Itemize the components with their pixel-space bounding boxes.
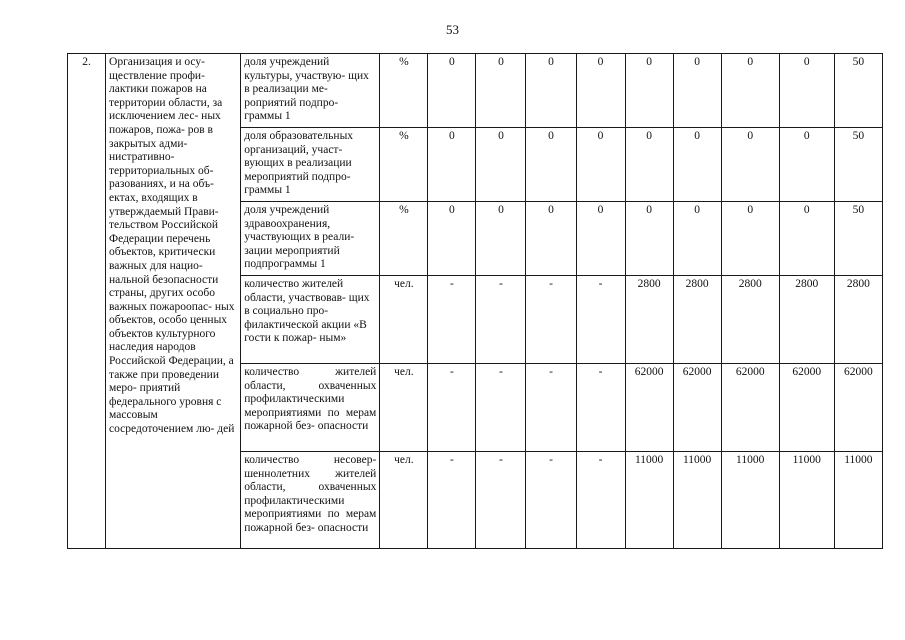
indicator-cell: количество жителей области, участвовав- щих в социально про- филактической акции «В гости к пожар- ным» (241, 276, 380, 364)
unit-cell: % (380, 128, 428, 202)
value-cell: 2800 (625, 276, 673, 364)
value-cell: 0 (576, 128, 625, 202)
unit-cell: чел. (380, 276, 428, 364)
value-cell: 0 (428, 54, 476, 128)
value-cell: 62000 (834, 364, 882, 452)
value-cell: 50 (834, 54, 882, 128)
value-cell: 2800 (673, 276, 721, 364)
value-cell: 0 (779, 128, 834, 202)
value-cell: 11000 (779, 452, 834, 549)
value-cell: 0 (576, 202, 625, 276)
item-number-cell: 2. (68, 54, 106, 549)
value-cell: - (476, 276, 526, 364)
value-cell: 2800 (834, 276, 882, 364)
value-cell: 0 (526, 128, 576, 202)
value-cell: 0 (428, 128, 476, 202)
value-cell: 11000 (673, 452, 721, 549)
value-cell: - (428, 276, 476, 364)
value-cell: - (476, 452, 526, 549)
table-row (68, 54, 883, 128)
value-cell: 62000 (721, 364, 779, 452)
value-cell: 0 (625, 128, 673, 202)
value-cell: - (526, 276, 576, 364)
value-cell: - (428, 364, 476, 452)
value-cell: 0 (721, 128, 779, 202)
value-cell: 0 (576, 54, 625, 128)
value-cell: 0 (476, 54, 526, 128)
value-cell: 0 (673, 202, 721, 276)
indicator-cell: доля образовательных организаций, участ- вующих в реализации мероприятий подпро- граммы 1 (241, 128, 380, 202)
value-cell: 62000 (779, 364, 834, 452)
indicator-cell: количество жителей области, охваченных профилактическими мероприятиями по мерам пожарной без- опасности (241, 364, 380, 452)
value-cell: - (576, 452, 625, 549)
indicator-cell: количество несовер- шеннолетних жителей области, охваченных профилактическими мероприятиями по мерам пожарной без- опасности (241, 452, 380, 549)
value-cell: 0 (673, 54, 721, 128)
value-cell: 62000 (673, 364, 721, 452)
value-cell: 0 (476, 128, 526, 202)
value-cell: 0 (673, 128, 721, 202)
value-cell: 50 (834, 202, 882, 276)
value-cell: 0 (721, 202, 779, 276)
value-cell: 50 (834, 128, 882, 202)
value-cell: 0 (779, 202, 834, 276)
value-cell: 0 (526, 54, 576, 128)
value-cell: - (428, 452, 476, 549)
value-cell: 0 (721, 54, 779, 128)
value-cell: 11000 (721, 452, 779, 549)
unit-cell: % (380, 202, 428, 276)
value-cell: 0 (625, 202, 673, 276)
value-cell: 0 (526, 202, 576, 276)
value-cell: 0 (625, 54, 673, 128)
value-cell: 11000 (834, 452, 882, 549)
item-name-cell: Организация и осу- ществление профи- лактики пожаров на территории области, за исключением лес- ных пожаров, пожа- ров в закрытых адми- нистративно- территориальных об- разованиях, и на объ- ектах, входящих в утверждаемый Прави- тельством Российской Федерации перечень объектов, критически важных для нацио- нальной безопасности страны, других особо важных пожароопас- ных объектов, особо ценных объектов культурного наследия народов Российской Федерации, а также при проведении меро- приятий федерального уровня с массовым сосредоточением лю- дей (106, 54, 241, 549)
value-cell: 62000 (625, 364, 673, 452)
value-cell: - (526, 364, 576, 452)
indicator-cell: доля учреждений здравоохранения, участвующих в реали- зации мероприятий подпрограммы 1 (241, 202, 380, 276)
value-cell: - (576, 276, 625, 364)
indicator-cell: доля учреждений культуры, участвую- щих в реализации ме- роприятий подпро- граммы 1 (241, 54, 380, 128)
indicators-table (67, 53, 883, 549)
value-cell: 0 (428, 202, 476, 276)
value-cell: 0 (476, 202, 526, 276)
unit-cell: чел. (380, 452, 428, 549)
value-cell: 2800 (779, 276, 834, 364)
page-number: 53 (446, 22, 459, 37)
value-cell: - (476, 364, 526, 452)
value-cell: - (576, 364, 625, 452)
value-cell: 0 (779, 54, 834, 128)
value-cell: - (526, 452, 576, 549)
unit-cell: чел. (380, 364, 428, 452)
unit-cell: % (380, 54, 428, 128)
value-cell: 2800 (721, 276, 779, 364)
value-cell: 11000 (625, 452, 673, 549)
